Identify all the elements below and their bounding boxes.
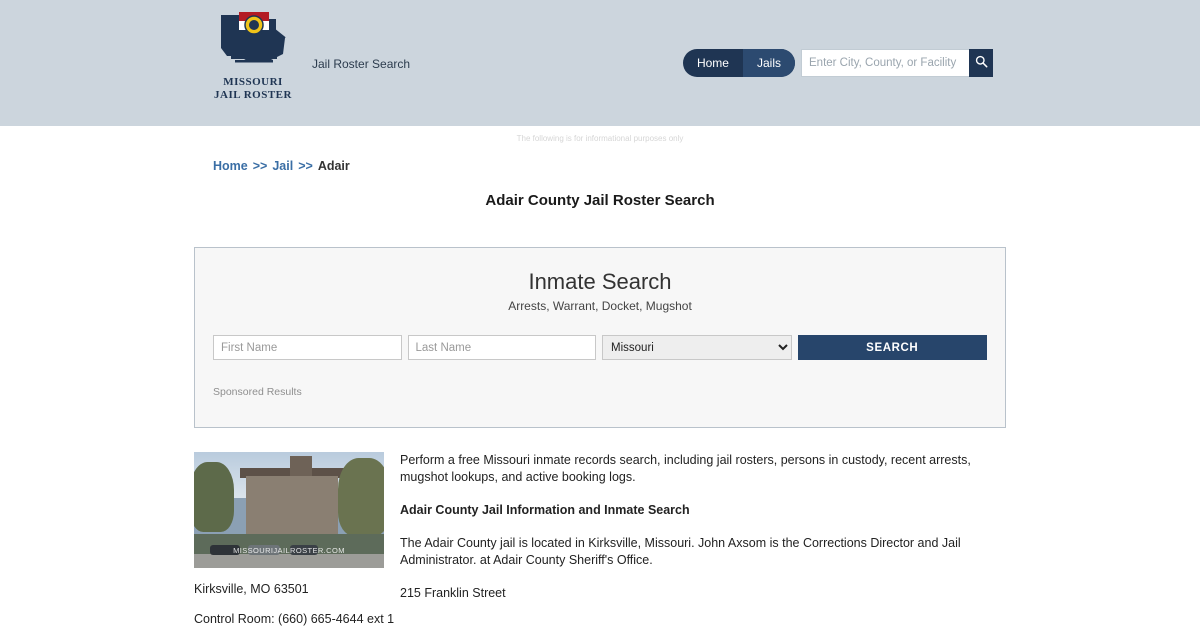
jail-city-state-zip: Kirksville, MO 63501 — [194, 582, 309, 596]
logo-line-1: MISSOURI — [223, 76, 283, 88]
nav-item-jails[interactable]: Jails — [743, 49, 795, 77]
photo-tree-right — [338, 458, 384, 536]
description-heading-info: Adair County Jail Information and Inmate Search — [400, 503, 690, 517]
jail-control-room-phone: Control Room: (660) 665-4644 ext 1 — [194, 612, 395, 626]
breadcrumb-item-home[interactable]: Home — [213, 159, 248, 173]
header-search-button[interactable] — [969, 49, 993, 77]
logo-line-2: JAIL ROSTER — [214, 89, 292, 101]
last-name-input[interactable] — [408, 335, 597, 360]
inmate-search-panel — [194, 247, 1006, 428]
breadcrumb-separator-1: >> — [252, 159, 268, 173]
jail-photo — [194, 452, 384, 568]
photo-tree-left — [194, 462, 234, 532]
breadcrumb — [213, 159, 350, 173]
panel-subtitle: Arrests, Warrant, Docket, Mugshot — [508, 299, 692, 313]
first-name-input[interactable] — [213, 335, 402, 360]
site-logo[interactable] — [210, 10, 296, 102]
photo-building — [246, 476, 338, 534]
photo-watermark: MISSOURIJAILROSTER.COM — [233, 546, 345, 555]
site-tagline: Jail Roster Search — [312, 57, 411, 71]
nav-item-home[interactable]: Home — [696, 56, 729, 70]
inmate-search-button[interactable]: SEARCH — [798, 335, 988, 360]
site-header — [0, 0, 1200, 126]
informational-disclaimer: The following is for informational purposes only — [516, 134, 684, 143]
breadcrumb-item-jail[interactable]: Jail — [272, 159, 294, 173]
search-icon — [975, 55, 988, 71]
page-title: Adair County Jail Roster Search — [485, 192, 715, 209]
header-search — [801, 49, 993, 77]
state-select[interactable] — [602, 335, 791, 360]
breadcrumb-item-current: Adair — [317, 159, 350, 173]
description-paragraph-street: 215 Franklin Street — [400, 586, 506, 600]
jail-description — [400, 452, 1006, 618]
description-paragraph-location: The Adair County jail is located in Kirksville, Missouri. John Axsom is the Corrections Director and Jail Administrator. at Adair County Sheriff's Office. — [400, 536, 961, 567]
main-nav — [683, 49, 795, 77]
inmate-search-form — [213, 335, 987, 360]
description-paragraph-intro: Perform a free Missouri inmate records search, including jail rosters, persons in custody, recent arrests, mugshot lookups, and active booking logs. — [400, 453, 971, 484]
photo-road — [194, 554, 384, 568]
missouri-state-icon — [213, 10, 293, 72]
panel-title: Inmate Search — [528, 269, 672, 294]
sponsored-results-label: Sponsored Results — [213, 386, 302, 398]
header-search-input[interactable] — [801, 49, 969, 77]
breadcrumb-separator-2: >> — [298, 159, 313, 173]
